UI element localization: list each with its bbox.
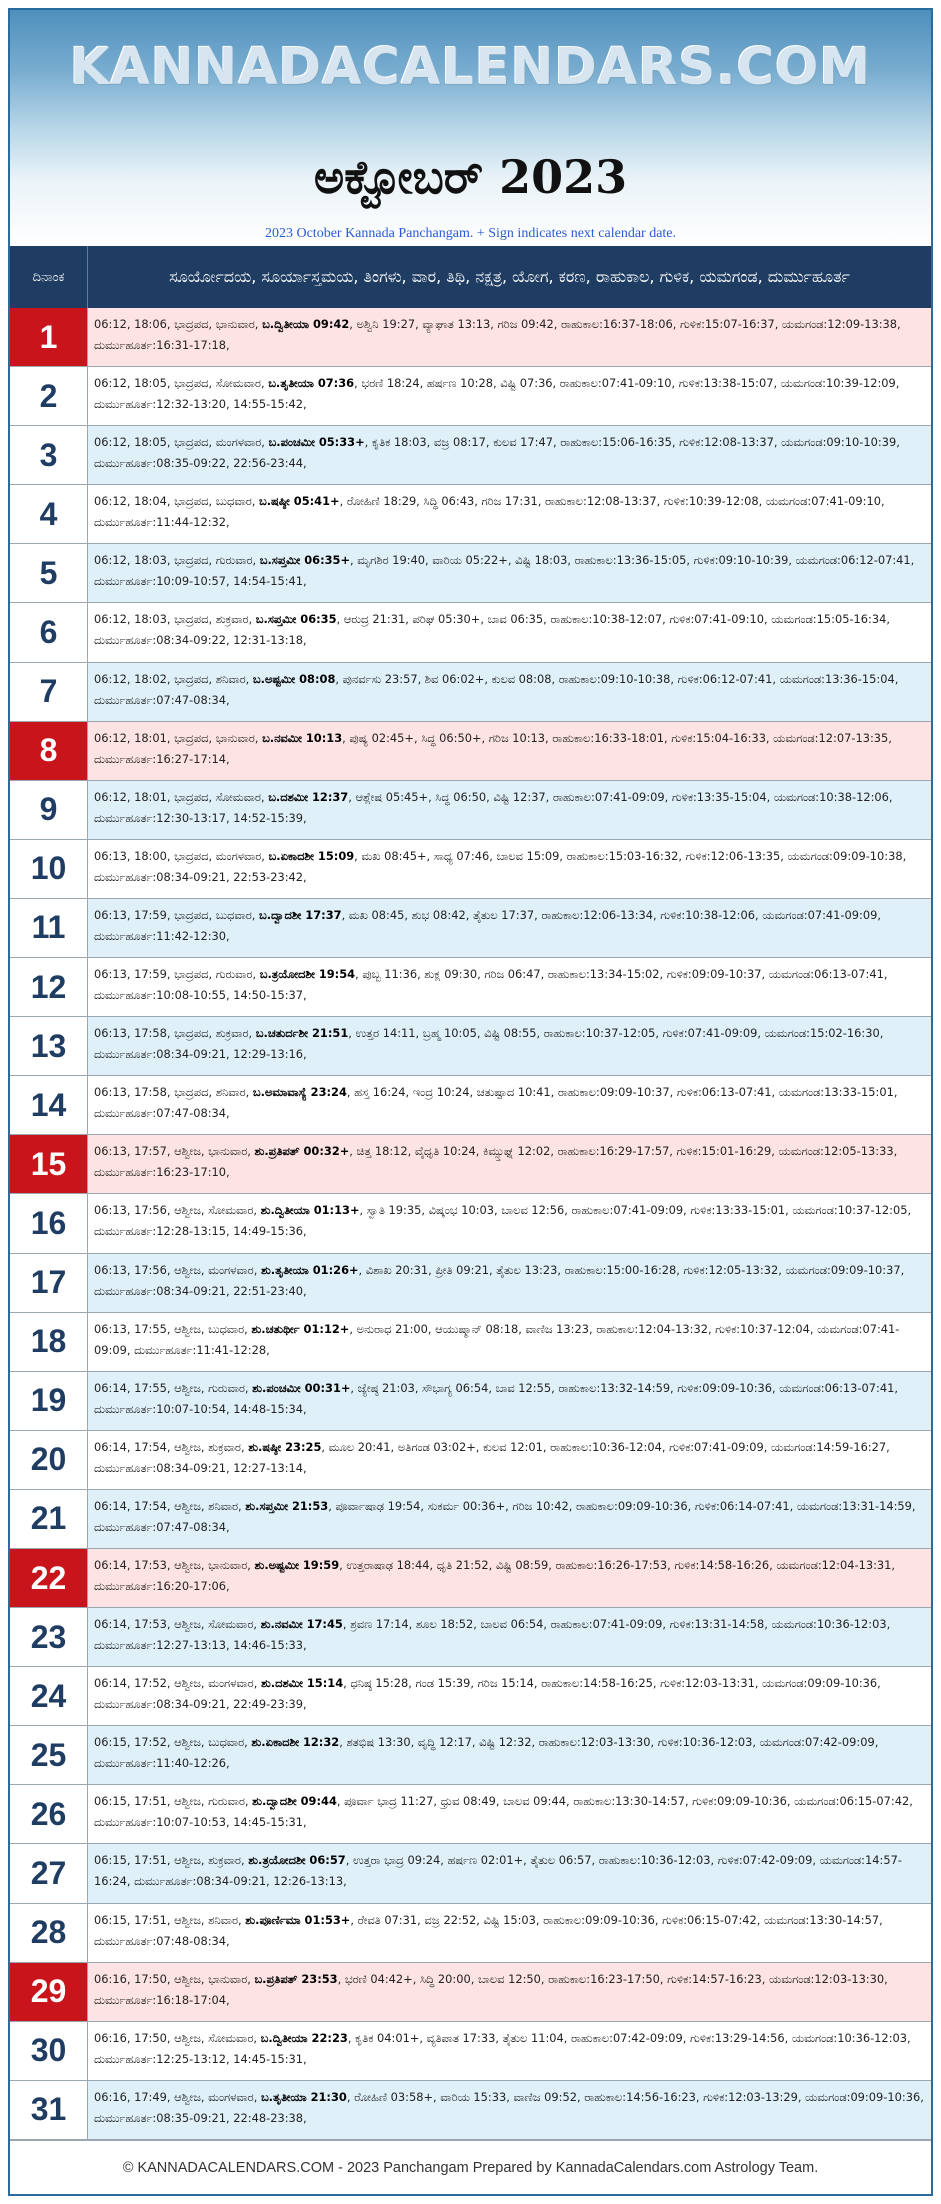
- date-cell: 18: [10, 1313, 88, 1371]
- footer: © KANNADACALENDARS.COM - 2023 Panchangam Prepared by KannadaCalendars.com Astrology Team.: [10, 2140, 931, 2194]
- detail-suffix: , ಕೃತಿಕ 04:01+, ವ್ಯತಿಪಾತ 17:33, ತೈತುಲ 11:04, ರಾಹುಕಾಲ:07:42-09:09, ಗುಳಿಕ:13:29-14:56, ಯಮಗಂಡ:10:36-12:03, ದುರ್ಮುಹೂರ್ತ:12:25-13:12, 14:45-15:31,: [94, 2030, 911, 2066]
- detail-prefix: 06:13, 17:58, ಭಾದ್ರಪದ, ಶುಕ್ರವಾರ,: [94, 1026, 256, 1041]
- tithi-text: ಶು.ತ್ರಯೋದಶೀ 06:57: [248, 1853, 346, 1868]
- tithi-text: ಶು.ಪೂರ್ಣಿಮಾ 01:53+: [245, 1912, 351, 1927]
- panchanga-detail: [88, 1135, 931, 1193]
- panchanga-detail: [88, 1431, 931, 1489]
- detail-suffix: , ಉತ್ತರ 14:11, ಬ್ರಹ್ಮ 10:05, ವಿಷ್ಟಿ 08:55, ರಾಹುಕಾಲ:10:37-12:05, ಗುಳಿಕ:07:41-09:09, ಯಮಗಂಡ:15:02-16:30, ದುರ್ಮುಹೂರ್ತ:08:34-09:21, 12:29-13:16,: [94, 1026, 884, 1062]
- site-title[interactable]: KANNADACALENDARS.COM: [69, 38, 872, 97]
- table-row: [10, 899, 931, 958]
- tithi-text: ಬ.ಸಪ್ತಮೀ 06:35: [255, 612, 337, 627]
- table-row: [10, 1785, 931, 1844]
- date-cell: 11: [10, 899, 88, 957]
- panchanga-detail: [88, 1372, 931, 1430]
- panchanga-detail: [88, 1490, 931, 1548]
- tithi-text: ಬ.ಚತುರ್ದಶೀ 21:51: [255, 1026, 349, 1041]
- detail-suffix: , ಸ್ವಾತಿ 19:35, ವಿಷ್ಕಂಭ 10:03, ಬಾಲವ 12:56, ರಾಹುಕಾಲ:07:41-09:09, ಗುಳಿಕ:13:33-15:01, ಯಮಗಂಡ:10:37-12:05, ದುರ್ಮುಹೂರ್ತ:12:28-13:15, 14:49-15:36,: [94, 1203, 912, 1239]
- table-row: [10, 1549, 931, 1608]
- panchanga-detail: [88, 1963, 931, 2021]
- table-row: [10, 603, 931, 662]
- table-row: [10, 1313, 931, 1372]
- panchanga-detail: [88, 1726, 931, 1784]
- panchanga-detail: [88, 367, 931, 425]
- table-row: [10, 722, 931, 781]
- tithi-text: ಶು.ಪಂಚಮೀ 00:31+: [252, 1380, 351, 1395]
- detail-prefix: 06:16, 17:50, ಆಶ್ವೀಜ, ಭಾನುವಾರ,: [94, 1971, 255, 1986]
- tithi-text: ಶು.ತೃತೀಯಾ 01:26+: [260, 1262, 359, 1277]
- detail-prefix: 06:14, 17:54, ಆಶ್ವೀಜ, ಶನಿವಾರ,: [94, 1498, 246, 1513]
- panchanga-detail: [88, 1194, 931, 1252]
- tithi-text: ಶು.ಸಪ್ತಮೀ 21:53: [245, 1498, 329, 1513]
- table-row: [10, 958, 931, 1017]
- table-row: [10, 1904, 931, 1963]
- panchanga-detail: [88, 603, 931, 661]
- detail-suffix: , ರೋಹಿಣಿ 18:29, ಸಿದ್ಧಿ 06:43, ಗರಿಜ 17:31, ರಾಹುಕಾಲ:12:08-13:37, ಗುಳಿಕ:10:39-12:08, ಯಮಗಂಡ:07:41-09:10, ದುರ್ಮುಹೂರ್ತ:11:44-12:32,: [94, 494, 885, 530]
- tithi-text: ಬ.ಪಂಚಮೀ 05:33+: [268, 435, 365, 450]
- table-row: [10, 1194, 931, 1253]
- date-cell: 25: [10, 1726, 88, 1784]
- tithi-text: ಶು.ಚತುರ್ಥೀ 01:12+: [251, 1321, 350, 1336]
- tithi-text: ಬ.ದ್ವಾದಶೀ 17:37: [259, 907, 342, 922]
- detail-prefix: 06:12, 18:05, ಭಾದ್ರಪದ, ಮಂಗಳವಾರ,: [94, 435, 269, 450]
- table-row: [10, 367, 931, 426]
- detail-prefix: 06:15, 17:51, ಆಶ್ವೀಜ, ಶುಕ್ರವಾರ,: [94, 1853, 249, 1868]
- detail-prefix: 06:14, 17:53, ಆಶ್ವೀಜ, ಸೋಮವಾರ,: [94, 1617, 261, 1632]
- tithi-text: ಬ.ದಶಮೀ 12:37: [268, 789, 349, 804]
- date-cell: 13: [10, 1017, 88, 1075]
- detail-prefix: 06:16, 17:49, ಆಶ್ವೀಜ, ಮಂಗಳವಾರ,: [94, 2089, 261, 2104]
- detail-prefix: 06:15, 17:51, ಆಶ್ವೀಜ, ಶನಿವಾರ,: [94, 1912, 246, 1927]
- date-cell: 3: [10, 426, 88, 484]
- table-row: [10, 2081, 931, 2140]
- tithi-text: ಶು.ಪ್ರತಿಪತ್ 00:32+: [254, 1144, 350, 1159]
- detail-prefix: 06:14, 17:53, ಆಶ್ವೀಜ, ಭಾನುವಾರ,: [94, 1557, 255, 1572]
- table-row: [10, 1431, 931, 1490]
- detail-suffix: , ಶತಭಿಷ 13:30, ವೃದ್ಧಿ 12:17, ವಿಷ್ಟಿ 12:32, ರಾಹುಕಾಲ:12:03-13:30, ಗುಳಿಕ:10:36-12:03, ಯಮಗಂಡ:07:42-09:09, ದುರ್ಮುಹೂರ್ತ:11:40-12:26,: [94, 1735, 879, 1771]
- date-cell: 22: [10, 1549, 88, 1607]
- table-row: [10, 1076, 931, 1135]
- table-row: [10, 1844, 931, 1903]
- calendar-table-body: [10, 308, 931, 2140]
- detail-prefix: 06:13, 17:55, ಆಶ್ವೀಜ, ಬುಧವಾರ,: [94, 1321, 252, 1336]
- detail-suffix: , ಭರಣಿ 04:42+, ಸಿದ್ಧಿ 20:00, ಬಾಲವ 12:50, ರಾಹುಕಾಲ:16:23-17:50, ಗುಳಿಕ:14:57-16:23, ಯಮಗಂಡ:12:03-13:30, ದುರ್ಮುಹೂರ್ತ:16:18-17:04,: [94, 1971, 888, 2007]
- date-cell: 19: [10, 1372, 88, 1430]
- subtitle: 2023 October Kannada Panchangam. + Sign indicates next calendar date.: [264, 226, 677, 241]
- date-cell: 24: [10, 1667, 88, 1725]
- date-cell: 10: [10, 840, 88, 898]
- date-cell: 27: [10, 1844, 88, 1902]
- panchanga-detail: [88, 840, 931, 898]
- table-row: [10, 1667, 931, 1726]
- panchanga-detail: [88, 544, 931, 602]
- tithi-text: ಬ.ಪ್ರತಿಪತ್ 23:53: [254, 1971, 338, 1986]
- table-row: [10, 840, 931, 899]
- header-banner: [10, 10, 931, 246]
- detail-suffix: , ಅಶ್ವಿನಿ 19:27, ವ್ಯಾಘಾತ 13:13, ಗರಿಜ 09:42, ರಾಹುಕಾಲ:16:37-18:06, ಗುಳಿಕ:15:07-16:37, ಯಮಗಂಡ:12:09-13:38, ದುರ್ಮುಹೂರ್ತ:16:31-17:18,: [94, 317, 901, 352]
- table-row: [10, 485, 931, 544]
- tithi-text: ಬ.ಅಮಾವಾಸ್ಯೆ 23:24: [252, 1085, 347, 1100]
- detail-prefix: 06:12, 18:02, ಭಾದ್ರಪದ, ಶನಿವಾರ,: [94, 671, 253, 686]
- tithi-text: ಬ.ತೃತೀಯಾ 07:36: [268, 376, 355, 391]
- date-cell: 4: [10, 485, 88, 543]
- detail-suffix: , ಮಖ 08:45+, ಸಾಧ್ಯ 07:46, ಬಾಲವ 15:09, ರಾಹುಕಾಲ:15:03-16:32, ಗುಳಿಕ:12:06-13:35, ಯಮಗಂಡ:09:09-10:38, ದುರ್ಮುಹೂರ್ತ:08:34-09:21, 22:53-23:42,: [94, 848, 907, 884]
- detail-suffix: , ಪೂರ್ವಾಷಾಢ 19:54, ಸುಕರ್ಮ 00:36+, ಗರಿಜ 10:42, ರಾಹುಕಾಲ:09:09-10:36, ಗುಳಿಕ:06:14-07:41, ಯಮಗಂಡ:13:31-14:59, ದುರ್ಮುಹೂರ್ತ:07:47-08:34,: [94, 1498, 916, 1534]
- detail-prefix: 06:13, 17:58, ಭಾದ್ರಪದ, ಶನಿವಾರ,: [94, 1085, 253, 1100]
- panchanga-detail: [88, 1549, 931, 1607]
- tithi-text: ಬ.ತ್ರಯೋದಶೀ 19:54: [259, 967, 356, 982]
- detail-suffix: , ಧನಿಷ್ಠ 15:28, ಗಂಡ 15:39, ಗರಿಜ 15:14, ರಾಹುಕಾಲ:14:58-16:25, ಗುಳಿಕ:12:03-13:31, ಯಮಗಂಡ:09:09-10:36, ದುರ್ಮುಹೂರ್ತ:08:34-09:21, 22:49-23:39,: [94, 1676, 881, 1712]
- date-cell: 5: [10, 544, 88, 602]
- tithi-text: ಬ.ಷಷ್ಠೀ 05:41+: [259, 494, 340, 509]
- date-cell: 20: [10, 1431, 88, 1489]
- tithi-text: ಬ.ಅಷ್ಟಮೀ 08:08: [252, 671, 336, 686]
- detail-suffix: , ಶ್ರವಣ 17:14, ಶೂಲ 18:52, ಬಾಲವ 06:54, ರಾಹುಕಾಲ:07:41-09:09, ಗುಳಿಕ:13:31-14:58, ಯಮಗಂಡ:10:36-12:03, ದುರ್ಮುಹೂರ್ತ:12:27-13:13, 14:46-15:33,: [94, 1617, 891, 1653]
- detail-suffix: , ಕೃತಿಕ 18:03, ವಜ್ರ 08:17, ಕುಲವ 17:47, ರಾಹುಕಾಲ:15:06-16:35, ಗುಳಿಕ:12:08-13:37, ಯಮಗಂಡ:09:10-10:39, ದುರ್ಮುಹೂರ್ತ:08:35-09:22, 22:56-23:44,: [94, 435, 900, 471]
- detail-suffix: , ರೇವತಿ 07:31, ವಜ್ರ 22:52, ವಿಷ್ಟಿ 15:03, ರಾಹುಕಾಲ:09:09-10:36, ಗುಳಿಕ:06:15-07:42, ಯಮಗಂಡ:13:30-14:57, ದುರ್ಮುಹೂರ್ತ:07:48-08:34,: [94, 1912, 883, 1948]
- panchanga-detail: [88, 1667, 931, 1725]
- detail-prefix: 06:13, 18:00, ಭಾದ್ರಪದ, ಮಂಗಳವಾರ,: [94, 848, 269, 863]
- date-cell: 12: [10, 958, 88, 1016]
- detail-prefix: 06:14, 17:52, ಆಶ್ವೀಜ, ಮಂಗಳವಾರ,: [94, 1676, 261, 1691]
- date-cell: 23: [10, 1608, 88, 1666]
- tithi-text: ಬ.ನವಮೀ 10:13: [262, 730, 343, 745]
- panchanga-detail: [88, 1313, 931, 1371]
- panchanga-detail: [88, 2081, 931, 2139]
- detail-suffix: , ಚಿತ್ತ 18:12, ವೈಧೃತಿ 10:24, ಕಿಮ್ಸ್ತುಘ್ನ 12:02, ರಾಹುಕಾಲ:16:29-17:57, ಗುಳಿಕ:15:01-16:29, ಯಮಗಂಡ:12:05-13:33, ದುರ್ಮುಹೂರ್ತ:16:23-17:10,: [94, 1144, 898, 1180]
- table-row: [10, 1254, 931, 1313]
- date-cell: 2: [10, 367, 88, 425]
- panchanga-detail: [88, 485, 931, 543]
- detail-column-header: ಸೂರ್ಯೋದಯ, ಸೂರ್ಯಾಸ್ತಮಯ, ತಿಂಗಳು, ವಾರ, ತಿಥಿ, ನಕ್ಷತ್ರ, ಯೋಗ, ಕರಣ, ರಾಹುಕಾಲ, ಗುಳಿಕ, ಯಮಗಂಡ, ದುರ್ಮುಹೂರ್ತ: [169, 267, 850, 286]
- table-row: [10, 1963, 931, 2022]
- tithi-text: ಬ.ದ್ವಿತೀಯಾ 09:42: [262, 317, 350, 331]
- date-cell: 1: [10, 308, 88, 366]
- panchanga-detail: [88, 1254, 931, 1312]
- detail-prefix: 06:16, 17:50, ಆಶ್ವೀಜ, ಸೋಮವಾರ,: [94, 2030, 261, 2045]
- detail-prefix: 06:12, 18:03, ಭಾದ್ರಪದ, ಗುರುವಾರ,: [94, 553, 260, 568]
- month-title: ಅಕ್ಟೋಬರ್ 2023: [313, 150, 628, 204]
- table-row: [10, 308, 931, 367]
- table-row: [10, 2022, 931, 2081]
- table-row: [10, 1608, 931, 1667]
- detail-prefix: 06:12, 18:04, ಭಾದ್ರಪದ, ಬುಧವಾರ,: [94, 494, 259, 509]
- detail-suffix: , ಭರಣಿ 18:24, ಹರ್ಷಣ 10:28, ವಿಷ್ಟಿ 07:36, ರಾಹುಕಾಲ:07:41-09:10, ಗುಳಿಕ:13:38-15:07, ಯಮಗಂಡ:10:39-12:09, ದುರ್ಮುಹೂರ್ತ:12:32-13:20, 14:55-15:42,: [94, 376, 900, 412]
- detail-prefix: 06:13, 17:56, ಆಶ್ವೀಜ, ಸೋಮವಾರ,: [94, 1203, 261, 1218]
- panchanga-detail: [88, 781, 931, 839]
- detail-prefix: 06:15, 17:52, ಆಶ್ವೀಜ, ಬುಧವಾರ,: [94, 1735, 252, 1750]
- date-cell: 14: [10, 1076, 88, 1134]
- detail-suffix: , ಆರುದ್ರ 21:31, ಪರಿಘ 05:30+, ಬಾವ 06:35, ರಾಹುಕಾಲ:10:38-12:07, ಗುಳಿಕ:07:41-09:10, ಯಮಗಂಡ:15:05-16:34, ದುರ್ಮುಹೂರ್ತ:08:34-09:22, 12:31-13:18,: [94, 612, 890, 648]
- tithi-text: ಶು.ದ್ವಿತೀಯಾ 01:13+: [260, 1203, 360, 1218]
- panchanga-detail: [88, 308, 931, 366]
- date-cell: 16: [10, 1194, 88, 1252]
- panchanga-detail: [88, 1608, 931, 1666]
- date-cell: 7: [10, 663, 88, 721]
- detail-suffix: , ರೋಹಿಣಿ 03:58+, ವಾರಿಯ 15:33, ವಾಣಿಜ 09:52, ರಾಹುಕಾಲ:14:56-16:23, ಗುಳಿಕ:12:03-13:29, ಯಮಗಂಡ:09:09-10:36, ದುರ್ಮುಹೂರ್ತ:08:35-09:21, 22:48-23:38,: [94, 2089, 924, 2125]
- detail-prefix: 06:15, 17:51, ಆಶ್ವೀಜ, ಗುರುವಾರ,: [94, 1794, 253, 1809]
- tithi-text: ಬ.ದ್ವಿತೀಯಾ 22:23: [260, 2030, 348, 2045]
- date-cell: 8: [10, 722, 88, 780]
- detail-suffix: , ಪುಬ್ಬ 11:36, ಶುಕ್ಲ 09:30, ಗರಿಜ 06:47, ರಾಹುಕಾಲ:13:34-15:02, ಗುಳಿಕ:09:09-10:37, ಯಮಗಂಡ:06:13-07:41, ದುರ್ಮುಹೂರ್ತ:10:08-10:55, 14:50-15:37,: [94, 967, 888, 1003]
- detail-suffix: , ಆಶ್ಲೇಷ 05:45+, ಸಿದ್ಧ 06:50, ವಿಷ್ಟಿ 12:37, ರಾಹುಕಾಲ:07:41-09:09, ಗುಳಿಕ:13:35-15:04, ಯಮಗಂಡ:10:38-12:06, ದುರ್ಮುಹೂರ್ತ:12:30-13:17, 14:52-15:39,: [94, 789, 893, 825]
- tithi-text: ಶು.ದ್ವಾದಶೀ 09:44: [252, 1794, 337, 1809]
- date-cell: 15: [10, 1135, 88, 1193]
- table-row: [10, 1726, 931, 1785]
- table-header: [10, 246, 931, 308]
- panchanga-detail: [88, 899, 931, 957]
- panchanga-detail: [88, 426, 931, 484]
- detail-prefix: 06:12, 18:05, ಭಾದ್ರಪದ, ಸೋಮವಾರ,: [94, 376, 269, 391]
- tithi-text: ಬ.ತೃತೀಯಾ 21:30: [260, 2089, 347, 2104]
- detail-prefix: 06:13, 17:59, ಭಾದ್ರಪದ, ಬುಧವಾರ,: [94, 907, 259, 922]
- panchanga-detail: [88, 958, 931, 1016]
- detail-suffix: , ಮಖ 08:45, ಶುಭ 08:42, ತೈತುಲ 17:37, ರಾಹುಕಾಲ:12:06-13:34, ಗುಳಿಕ:10:38-12:06, ಯಮಗಂಡ:07:41-09:09, ದುರ್ಮುಹೂರ್ತ:11:42-12:30,: [94, 907, 881, 943]
- tithi-text: ಶು.ಏಕಾದಶೀ 12:32: [251, 1735, 340, 1750]
- detail-suffix: , ಮೃಗಶಿರ 19:40, ವಾರಿಯ 05:22+, ವಿಷ್ಟಿ 18:03, ರಾಹುಕಾಲ:13:36-15:05, ಗುಳಿಕ:09:10-10:39, ಯಮಗಂಡ:06:12-07:41, ದುರ್ಮುಹೂರ್ತ:10:09-10:57, 14:54-15:41,: [94, 553, 915, 589]
- tithi-text: ಬ.ಏಕಾದಶೀ 15:09: [268, 848, 355, 863]
- detail-prefix: 06:12, 18:03, ಭಾದ್ರಪದ, ಶುಕ್ರವಾರ,: [94, 612, 256, 627]
- tithi-text: ಶು.ನವಮೀ 17:45: [260, 1617, 343, 1632]
- panchanga-detail: [88, 722, 931, 780]
- date-cell: 30: [10, 2022, 88, 2080]
- date-cell: 9: [10, 781, 88, 839]
- date-cell: 29: [10, 1963, 88, 2021]
- date-cell: 26: [10, 1785, 88, 1843]
- tithi-text: ಶು.ದಶಮೀ 15:14: [260, 1676, 344, 1691]
- detail-prefix: 06:12, 18:06, ಭಾದ್ರಪದ, ಭಾನುವಾರ,: [94, 317, 263, 331]
- table-row: [10, 426, 931, 485]
- date-cell: 6: [10, 603, 88, 661]
- date-column-header: ದಿನಾಂಕ: [10, 246, 88, 308]
- detail-suffix: , ಪುನರ್ವಸು 23:57, ಶಿವ 06:02+, ಕುಲವ 08:08, ರಾಹುಕಾಲ:09:10-10:38, ಗುಳಿಕ:06:12-07:41, ಯಮಗಂಡ:13:36-15:04, ದುರ್ಮುಹೂರ್ತ:07:47-08:34,: [94, 671, 899, 707]
- detail-prefix: 06:13, 17:57, ಆಶ್ವೀಜ, ಭಾನುವಾರ,: [94, 1144, 255, 1159]
- table-row: [10, 1372, 931, 1431]
- detail-suffix: , ವಿಶಾಖ 20:31, ಪ್ರೀತಿ 09:21, ತೈತುಲ 13:23, ರಾಹುಕಾಲ:15:00-16:28, ಗುಳಿಕ:12:05-13:32, ಯಮಗಂಡ:09:09-10:37, ದುರ್ಮುಹೂರ್ತ:08:34-09:21, 22:51-23:40,: [94, 1262, 905, 1298]
- panchanga-detail: [88, 2022, 931, 2080]
- detail-prefix: 06:13, 17:56, ಆಶ್ವೀಜ, ಮಂಗಳವಾರ,: [94, 1262, 261, 1277]
- detail-prefix: 06:14, 17:54, ಆಶ್ವೀಜ, ಶುಕ್ರವಾರ,: [94, 1439, 249, 1454]
- table-row: [10, 1135, 931, 1194]
- date-cell: 28: [10, 1904, 88, 1962]
- table-row: [10, 663, 931, 722]
- date-cell: 21: [10, 1490, 88, 1548]
- detail-suffix: , ಜ್ಯೇಷ್ಠ 21:03, ಸೌಭಾಗ್ಯ 06:54, ಬಾವ 12:55, ರಾಹುಕಾಲ:13:32-14:59, ಗುಳಿಕ:09:09-10:36, ಯಮಗಂಡ:06:13-07:41, ದುರ್ಮುಹೂರ್ತ:10:07-10:54, 14:48-15:34,: [94, 1380, 898, 1416]
- panchanga-detail: [88, 1785, 931, 1843]
- panchanga-detail: [88, 1844, 931, 1902]
- detail-suffix: , ಉತ್ತರಾ ಭಾದ್ರ 09:24, ಹರ್ಷಣ 02:01+, ತೈತುಲ 06:57, ರಾಹುಕಾಲ:10:36-12:03, ಗುಳಿಕ:07:42-09:09, ಯಮಗಂಡ:14:57-16:24, ದುರ್ಮುಹೂರ್ತ:08:34-09:21, 12:26-13:13,: [94, 1853, 902, 1889]
- detail-suffix: , ಉತ್ತರಾಷಾಢ 18:44, ಧೃತಿ 21:52, ವಿಷ್ಟಿ 08:59, ರಾಹುಕಾಲ:16:26-17:53, ಗುಳಿಕ:14:58-16:26, ಯಮಗಂಡ:12:04-13:31, ದುರ್ಮುಹೂರ್ತ:16:20-17:06,: [94, 1557, 896, 1593]
- panchanga-detail: [88, 663, 931, 721]
- table-row: [10, 781, 931, 840]
- table-row: [10, 544, 931, 603]
- date-cell: 31: [10, 2081, 88, 2139]
- table-row: [10, 1490, 931, 1549]
- date-cell: 17: [10, 1254, 88, 1312]
- table-row: [10, 1017, 931, 1076]
- calendar-page: [8, 8, 933, 2196]
- detail-suffix: , ಮೂಲ 20:41, ಅತಿಗಂಡ 03:02+, ಕುಲವ 12:01, ರಾಹುಕಾಲ:10:36-12:04, ಗುಳಿಕ:07:41-09:09, ಯಮಗಂಡ:14:59-16:27, ದುರ್ಮುಹೂರ್ತ:08:34-09:21, 12:27-13:14,: [94, 1439, 890, 1475]
- tithi-text: ಶು.ಷಷ್ಠೀ 23:25: [248, 1439, 322, 1454]
- detail-prefix: 06:12, 18:01, ಭಾದ್ರಪದ, ಭಾನುವಾರ,: [94, 730, 263, 745]
- tithi-text: ಬ.ಸಪ್ತಮೀ 06:35+: [259, 553, 351, 568]
- tithi-text: ಶು.ಅಷ್ಟಮೀ 19:59: [254, 1557, 340, 1572]
- detail-prefix: 06:13, 17:59, ಭಾದ್ರಪದ, ಗುರುವಾರ,: [94, 967, 260, 982]
- panchanga-detail: [88, 1017, 931, 1075]
- detail-suffix: , ಪೂರ್ವಾ ಭಾದ್ರ 11:27, ಧ್ರುವ 08:49, ಬಾಲವ 09:44, ರಾಹುಕಾಲ:13:30-14:57, ಗುಳಿಕ:09:09-10:36, ಯಮಗಂಡ:06:15-07:42, ದುರ್ಮುಹೂರ್ತ:10:07-10:53, 14:45-15:31,: [94, 1794, 913, 1830]
- detail-suffix: , ಪುಷ್ಯ 02:45+, ಸಿದ್ಧ 06:50+, ಗರಿಜ 10:13, ರಾಹುಕಾಲ:16:33-18:01, ಗುಳಿಕ:15:04-16:33, ಯಮಗಂಡ:12:07-13:35, ದುರ್ಮುಹೂರ್ತ:16:27-17:14,: [94, 730, 892, 766]
- detail-suffix: , ಹಸ್ತ 16:24, ಇಂದ್ರ 10:24, ಚತುಷ್ಪಾದ 10:41, ರಾಹುಕಾಲ:09:09-10:37, ಗುಳಿಕ:06:13-07:41, ಯಮಗಂಡ:13:33-15:01, ದುರ್ಮುಹೂರ್ತ:07:47-08:34,: [94, 1085, 898, 1121]
- panchanga-detail: [88, 1076, 931, 1134]
- detail-suffix: , ಅನುರಾಧ 21:00, ಆಯುಷ್ಮಾನ್ 08:18, ವಾಣಿಜ 13:23, ರಾಹುಕಾಲ:12:04-13:32, ಗುಳಿಕ:10:37-12:04, ಯಮಗಂಡ:07:41-09:09, ದುರ್ಮುಹೂರ್ತ:11:41-12:28,: [94, 1321, 900, 1357]
- panchanga-detail: [88, 1904, 931, 1962]
- detail-prefix: 06:14, 17:55, ಆಶ್ವೀಜ, ಗುರುವಾರ,: [94, 1380, 253, 1395]
- detail-prefix: 06:12, 18:01, ಭಾದ್ರಪದ, ಸೋಮವಾರ,: [94, 789, 269, 804]
